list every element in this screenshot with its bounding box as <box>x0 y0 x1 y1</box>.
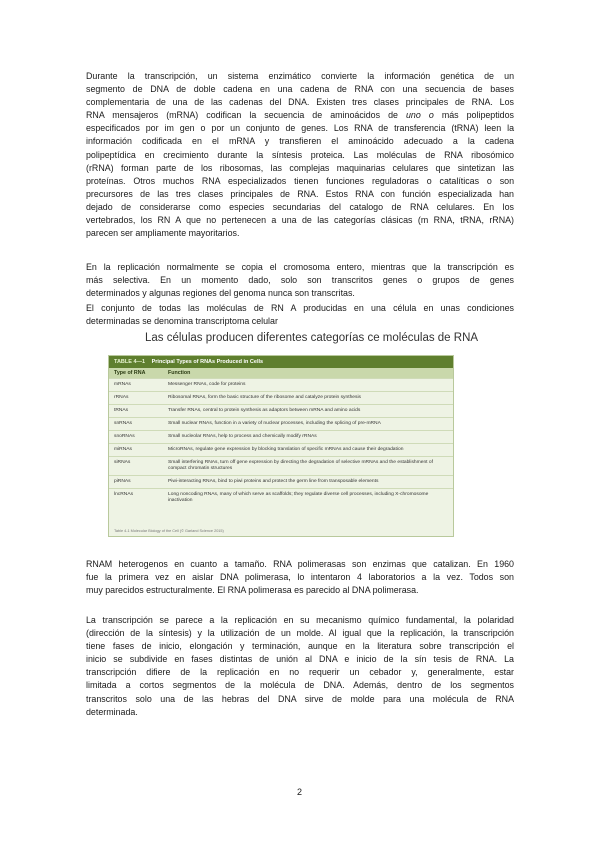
paragraph-line: determinados y algunas regiones del genoma nunca son transcritas. <box>86 288 355 299</box>
paragraph-line: El conjunto de todas las moléculas de RN A producidas en una célula en unas condiciones <box>86 303 514 313</box>
paragraph-line: determinada. <box>86 706 138 717</box>
rna-function-cell: Long noncoding RNAs, many of which serve as scaffolds; they regulate diverse cell processes, including X-chromosome inactivation <box>168 492 429 503</box>
paragraph-transcriptome <box>86 302 514 328</box>
rna-type-cell: miRNAs <box>114 447 132 452</box>
paragraph-line: limitada a cortos segmentos de la molécula de DNA. Además, dentro de los segmentos <box>86 680 514 691</box>
column-header-function: Function <box>168 370 191 376</box>
rna-type-cell: tRNAs <box>114 408 129 413</box>
rna-type-cell: mRNAs <box>114 382 131 387</box>
paragraph-line: En la replicación normalmente se copia el cromosoma entero, mientras que la transcripción es <box>86 262 514 272</box>
rna-type-cell: snRNAs <box>114 421 132 426</box>
table-source: Table 4-1 Molecular Biology of the Cell (© Garland Science 2015) <box>114 529 224 533</box>
rna-function-cell: Small nucleolar RNAs, help to process and chemically modify rRNAs <box>168 434 317 439</box>
paragraph-line: tiene fases de inicio, elongación y terminación, aunque en la literatura sobre transcripción el <box>86 641 514 652</box>
paragraph-line: (dirección de la síntesis) y la utilización de un molde. Al igual que la replicación, la transcripción <box>86 628 514 639</box>
paragraph-line: (rRNA) forman parte de los ribosomas, las complejas maquinarias celulares que sintetizan las <box>86 162 514 173</box>
paragraph-line: La transcripción se parece a la replicación en su mecanismo químico fundamental, la polaridad <box>86 615 514 625</box>
table-body <box>109 378 453 507</box>
page-number: 2 <box>296 787 302 797</box>
paragraph-line: inicio se subdivide en fases distintas de unión al DNA e inicio de la sín tesis de RNA. La <box>86 654 514 665</box>
paragraph-line: transcripción difiere de la replicación en no requerir un cebador y, generalmente, estar <box>86 667 514 678</box>
column-header-type: Type of RNA <box>114 370 146 376</box>
table-row <box>109 475 453 488</box>
rna-function-cell: Small interfering RNAs, turn off gene expression by directing the degradation of selective mRNAs and the establishment of compact chromatin structures <box>168 460 433 471</box>
rna-type-cell: rRNAs <box>114 395 129 400</box>
table-caption <box>109 356 453 368</box>
rna-function-cell: Transfer RNAs, central to protein synthesis as adaptors between mRNA and amino acids <box>168 408 361 413</box>
table-row <box>109 430 453 443</box>
table-row <box>109 404 453 417</box>
paragraph-line: segmento de DNA de doble cadena en una cadena de RNA con una secuencia de bases <box>86 84 514 95</box>
paragraph-line: polipeptídica en crecimiento durante la síntesis proteica. Las moléculas de RNA ribosómico <box>86 149 514 160</box>
table-header <box>109 368 453 378</box>
paragraph-line: determinadas se denomina transcriptoma celular <box>86 316 278 327</box>
paragraph-line: más selectiva. En un momento dado, solo son transcritos genes o grupos de genes <box>86 275 514 286</box>
paragraph-line: muy parecidos estructuralmente. El RNA polimerasa es parecido al DNA polimerasa. <box>86 585 419 596</box>
table-row <box>109 417 453 430</box>
rna-function-cell: Messenger RNAs, code for proteins <box>168 382 246 387</box>
paragraph-line: información codificada en el mRNA y transfieren el aminoácido adecuado a la cadena <box>86 136 514 147</box>
rna-function-cell: Piwi-interacting RNAs, bind to piwi proteins and protect the germ line from transposable elements <box>168 479 379 484</box>
table-row <box>109 378 453 391</box>
paragraph-line: precursores de las tres clases principales de RNA. Estos RNA con función especializada han <box>86 188 514 199</box>
table-row <box>109 443 453 456</box>
table-row <box>109 488 453 507</box>
paragraph-line: vertebrados, los RN A que no pertenecen a una de las categorías clásicas (m RNA, tRNA, rRNA) <box>86 215 514 226</box>
table-row <box>109 391 453 404</box>
rna-type-cell: snoRNAs <box>114 434 135 439</box>
paragraph-replication-vs-transcription <box>86 261 514 300</box>
rna-type-cell: piRNAs <box>114 479 131 484</box>
paragraph-line: transcritos solo una de las hebras del DNA sirve de molde para una molécula de RNA <box>86 693 514 704</box>
paragraph-line: especificados por im gen o por un conjunto de genes. Los RNA de transferencia (tRNA) leen la <box>86 123 514 134</box>
paragraph-transcription-mechanism <box>86 614 514 719</box>
paragraph-line: complementaria de una de las cadenas del DNA. Existen tres clases principales de RNA. Los <box>86 97 514 108</box>
table-label: TABLE 4—1 <box>114 359 146 365</box>
table-row <box>109 456 453 475</box>
table-caption-text: Principal Types of RNAs Produced in Cells <box>151 359 264 365</box>
paragraph-line: proteínas. Otros muchos RNA especializados tienen funciones reguladoras o catalíticas o son <box>86 175 514 186</box>
paragraph-line: Durante la transcripción, un sistema enzimático convierte la información genética de un <box>86 71 514 81</box>
paragraph-transcription-intro <box>86 70 514 240</box>
paragraph-line: dejado de considerarse como especies secundarias del catalogo de RNA celulares. En los <box>86 201 514 212</box>
paragraph-line: fue la primera vez en aislar DNA polimerasa, lo intentaron 4 laboratorios a la vez. Todos son <box>86 572 514 583</box>
rna-type-cell: lncRNAs <box>114 492 134 497</box>
paragraph-line: parecen ser ampliamente mayoritarios. <box>86 228 240 239</box>
rna-function-cell: MicroRNAs, regulate gene expression by blocking translation of specific mRNAs and cause their degradation <box>168 447 404 452</box>
rna-function-cell: Ribosomal RNAs, form the basic structure of the ribosome and catalyze protein synthesis <box>168 395 361 400</box>
figure-title: Las células producen diferentes categorías ce moléculas de RNA <box>145 332 479 344</box>
rna-types-table <box>108 355 454 537</box>
paragraph-line: RNAM heterogenos en cuanto a tamaño. RNA polimerasas son enzimas que catalizan. En 1960 <box>86 559 514 569</box>
rna-type-cell: siRNAs <box>114 460 131 465</box>
rna-function-cell: Small nuclear RNAs, function in a variety of nuclear processes, including the splicing of pre-mRNA <box>168 421 381 426</box>
paragraph-rna-polymerases <box>86 558 514 597</box>
paragraph-line: RNA mensajeros (mRNA) codifican la secuencia de aminoácidos de uno o más polipeptidos <box>86 110 514 121</box>
